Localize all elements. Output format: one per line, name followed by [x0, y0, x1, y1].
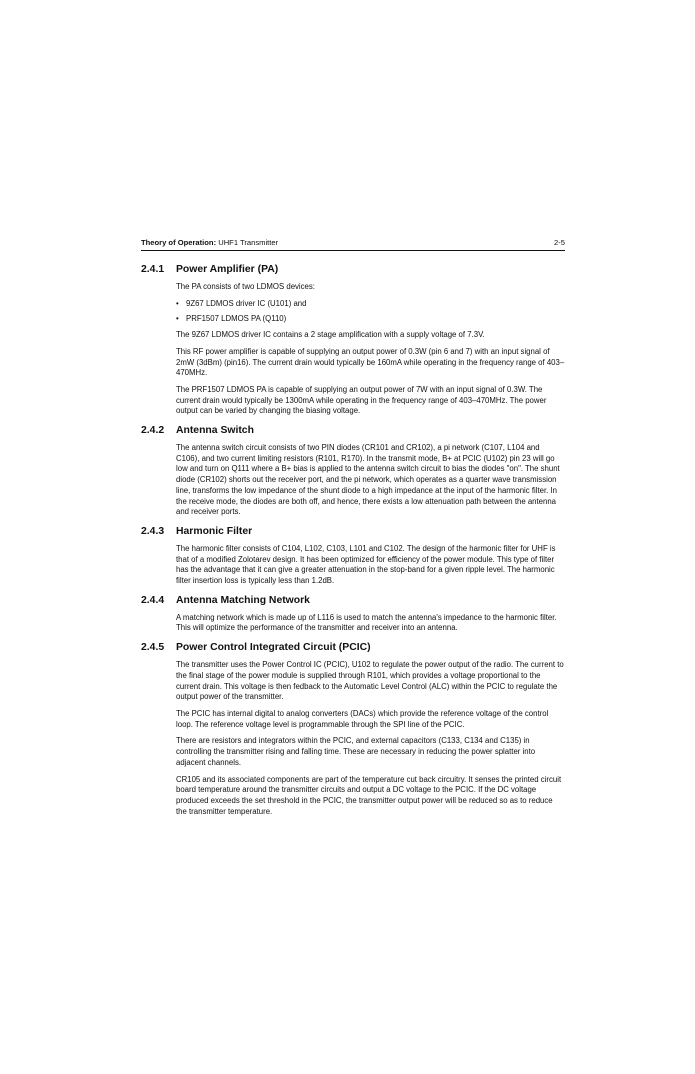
section-title: Antenna Matching Network: [176, 594, 310, 606]
section-number: 2.4.2: [141, 425, 165, 437]
document-content: [141, 263, 565, 824]
list-item: [176, 299, 565, 310]
section-title: Power Control Integrated Circuit (PCIC): [176, 642, 371, 654]
page-header: [141, 238, 565, 248]
section-pcic: [141, 641, 565, 817]
section-harmonic-filter: [141, 525, 565, 587]
section-number: 2.4.1: [141, 264, 165, 275]
header-title-rest: UHF1 Transmitter: [216, 238, 279, 247]
section-title: Power Amplifier (PA): [176, 264, 279, 275]
paragraph: The PRF1507 LDMOS PA is capable of supplying an output power of 7W with an input signal of 0.3W. The current drain would typically be 1300mA while operating in the frequency range of 403–470MHz. The power output can be varied by changing the biasing voltage.: [176, 384, 547, 416]
section-number: 2.4.3: [141, 525, 165, 537]
list-item-text: PRF1507 LDMOS PA (Q110): [186, 314, 287, 324]
bullet-list: [176, 299, 565, 325]
section-heading: [141, 424, 565, 437]
header-title-bold: Theory of Operation:: [141, 238, 217, 247]
paragraph: The PCIC has internal digital to analog converters (DACs) which provide the reference voltage of the control loop. The reference voltage level is programmable through the SPI line of the PCIC.: [176, 708, 549, 729]
section-number: 2.4.5: [141, 642, 165, 654]
section-body: [176, 613, 565, 634]
header-rule: [141, 250, 565, 251]
list-item-text: 9Z67 LDMOS driver IC (U101) and: [186, 298, 307, 308]
section-body: [176, 443, 565, 518]
section-antenna-switch: [141, 424, 565, 518]
section-power-amplifier: [141, 263, 565, 417]
paragraph: CR105 and its associated components are part of the temperature cut back circuitry. It senses the printed circuit board temperature around the transmitter circuits and output a DC voltage to the PCIC. If the DC voltage produced exceeds the set threshold in the PCIC, the transmitter output power will be reduced so as to reduce the transmitter temperature.: [176, 774, 562, 816]
bullet-marker: •: [176, 298, 179, 308]
section-body: [176, 660, 565, 817]
list-item: [176, 314, 565, 325]
paragraph: The harmonic filter consists of C104, L102, C103, L101 and C102. The design of the harmonic filter for UHF is that of a modified Zolotarev design. It has been optimized for efficiency of the power module. This type of filter has the advantage that it can give a greater attenuation in the stop-band for a given ripple level. The harmonic filter insertion loss is typically less than 1.2dB.: [176, 543, 556, 586]
section-title: Antenna Switch: [176, 425, 254, 437]
section-number: 2.4.4: [141, 594, 165, 606]
bullet-marker: •: [176, 314, 179, 324]
section-heading: [141, 525, 565, 538]
section-body: [176, 282, 565, 417]
section-body: [176, 544, 565, 587]
section-antenna-matching-network: [141, 594, 565, 634]
paragraph: A matching network which is made up of L116 is used to match the antenna's impedance to the harmonic filter. This will optimize the performance of the transmitter and receiver into an antenna.: [176, 612, 557, 633]
paragraph: The antenna switch circuit consists of two PIN diodes (CR101 and CR102), a pi network (C107, L104 and C106), and two current limiting resistors (R101, R170). In the transmit mode, B+ at PCIC (U102) pin 23 will go low and turn on Q111 where a B+ bias is applied to the antenna switch circuit to bias the diodes "on". The shunt diode (CR102) shorts out the receiver port, and the pi network, which operates as a quarter wave transmission line, transforms the low impedance of the shunt diode to a high impedance at the input of the harmonic filter. In the receive mode, the diodes are both off, and hence, there exists a low attenuation path between the antenna and receiver ports.: [176, 443, 560, 517]
section-heading: [141, 263, 565, 276]
paragraph: This RF power amplifier is capable of supplying an output power of 0.3W (pin 6 and 7) with an input signal of 2mW (3dBm) (pin16). The current drain would typically be 160mA while operating in the frequency range of 403–470MHz.: [176, 346, 565, 378]
paragraph: There are resistors and integrators within the PCIC, and external capacitors (C133, C134 and C135) in controlling the transmitter rising and falling time. These are necessary in reducing the power splatter into adjacent channels.: [176, 736, 536, 767]
paragraph: The 9Z67 LDMOS driver IC contains a 2 stage amplification with a supply voltage of 7.3V.: [176, 330, 485, 340]
section-heading: [141, 641, 565, 654]
section-title: Harmonic Filter: [176, 525, 253, 537]
paragraph: The PA consists of two LDMOS devices:: [176, 282, 315, 291]
page-number: 2-5: [554, 238, 565, 247]
section-heading: [141, 594, 565, 607]
paragraph: The transmitter uses the Power Control IC (PCIC), U102 to regulate the power output of the radio. The current to the final stage of the power module is supplied through R101, which provides a voltage proportional to the current drain. This voltage is then fedback to the Automatic Level Control (ALC) within the PCIC to regulate the output power of the transmitter.: [176, 660, 564, 702]
